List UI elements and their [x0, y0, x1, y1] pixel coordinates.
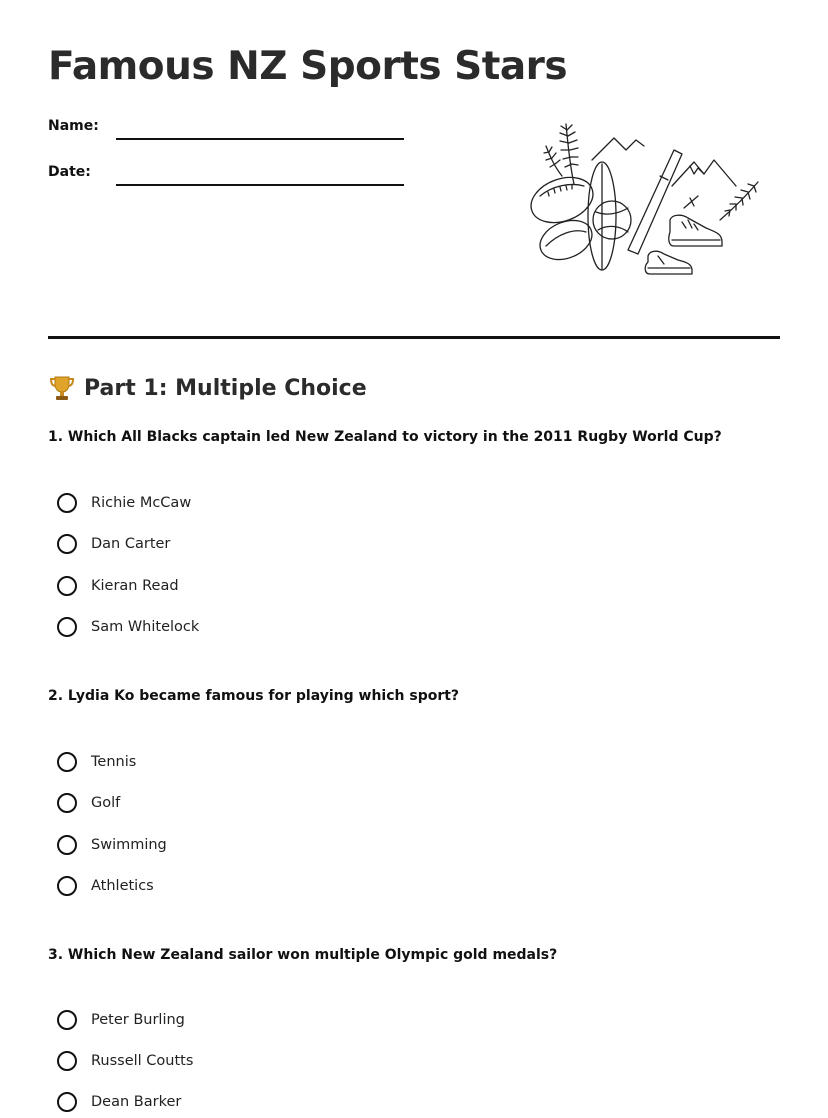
- question-1: 1. Which All Blacks captain led New Zealand to victory in the 2011 Rugby World Cup?: [48, 429, 722, 445]
- trophy-icon: [48, 374, 76, 402]
- option-label: Athletics: [91, 878, 154, 894]
- q1-option-4[interactable]: [57, 614, 199, 640]
- option-label: Golf: [91, 795, 121, 811]
- radio-button[interactable]: [57, 1010, 77, 1030]
- radio-button[interactable]: [57, 835, 77, 855]
- part1-heading-text: Part 1: Multiple Choice: [84, 375, 367, 401]
- option-label: Kieran Read: [91, 578, 179, 594]
- option-label: Tennis: [91, 754, 137, 770]
- radio-button[interactable]: [57, 534, 77, 554]
- radio-button[interactable]: [57, 876, 77, 896]
- part1-heading: [48, 374, 367, 402]
- q1-option-2[interactable]: [57, 531, 170, 557]
- radio-button[interactable]: [57, 793, 77, 813]
- worksheet-title: Famous NZ Sports Stars: [48, 44, 568, 89]
- radio-button[interactable]: [57, 617, 77, 637]
- option-label: Russell Coutts: [91, 1053, 194, 1069]
- section-divider: [48, 336, 780, 339]
- question-2: 2. Lydia Ko became famous for playing which sport?: [48, 688, 460, 704]
- question-3: 3. Which New Zealand sailor won multiple Olympic gold medals?: [48, 947, 558, 963]
- q2-option-2[interactable]: [57, 790, 120, 816]
- q2-option-1[interactable]: [57, 749, 136, 775]
- option-label: Swimming: [91, 837, 167, 853]
- option-label: Richie McCaw: [91, 495, 192, 511]
- q1-option-3[interactable]: [57, 573, 179, 599]
- sports-illustration-icon: [522, 116, 768, 280]
- q2-option-3[interactable]: [57, 832, 167, 858]
- name-label: Name:: [48, 118, 99, 134]
- radio-button[interactable]: [57, 752, 77, 772]
- radio-button[interactable]: [57, 493, 77, 513]
- q3-option-1[interactable]: [57, 1007, 185, 1033]
- date-field[interactable]: [48, 164, 408, 188]
- radio-button[interactable]: [57, 1092, 77, 1112]
- option-label: Dean Barker: [91, 1094, 182, 1110]
- q3-option-3[interactable]: [57, 1089, 181, 1115]
- q2-option-4[interactable]: [57, 873, 154, 899]
- date-input-line[interactable]: [116, 184, 404, 186]
- name-field[interactable]: [48, 118, 408, 142]
- radio-button[interactable]: [57, 576, 77, 596]
- option-label: Peter Burling: [91, 1012, 185, 1028]
- q3-option-2[interactable]: [57, 1048, 193, 1074]
- option-label: Dan Carter: [91, 536, 171, 552]
- radio-button[interactable]: [57, 1051, 77, 1071]
- option-label: Sam Whitelock: [91, 619, 200, 635]
- q1-option-1[interactable]: [57, 490, 191, 516]
- date-label: Date:: [48, 164, 91, 180]
- name-input-line[interactable]: [116, 138, 404, 140]
